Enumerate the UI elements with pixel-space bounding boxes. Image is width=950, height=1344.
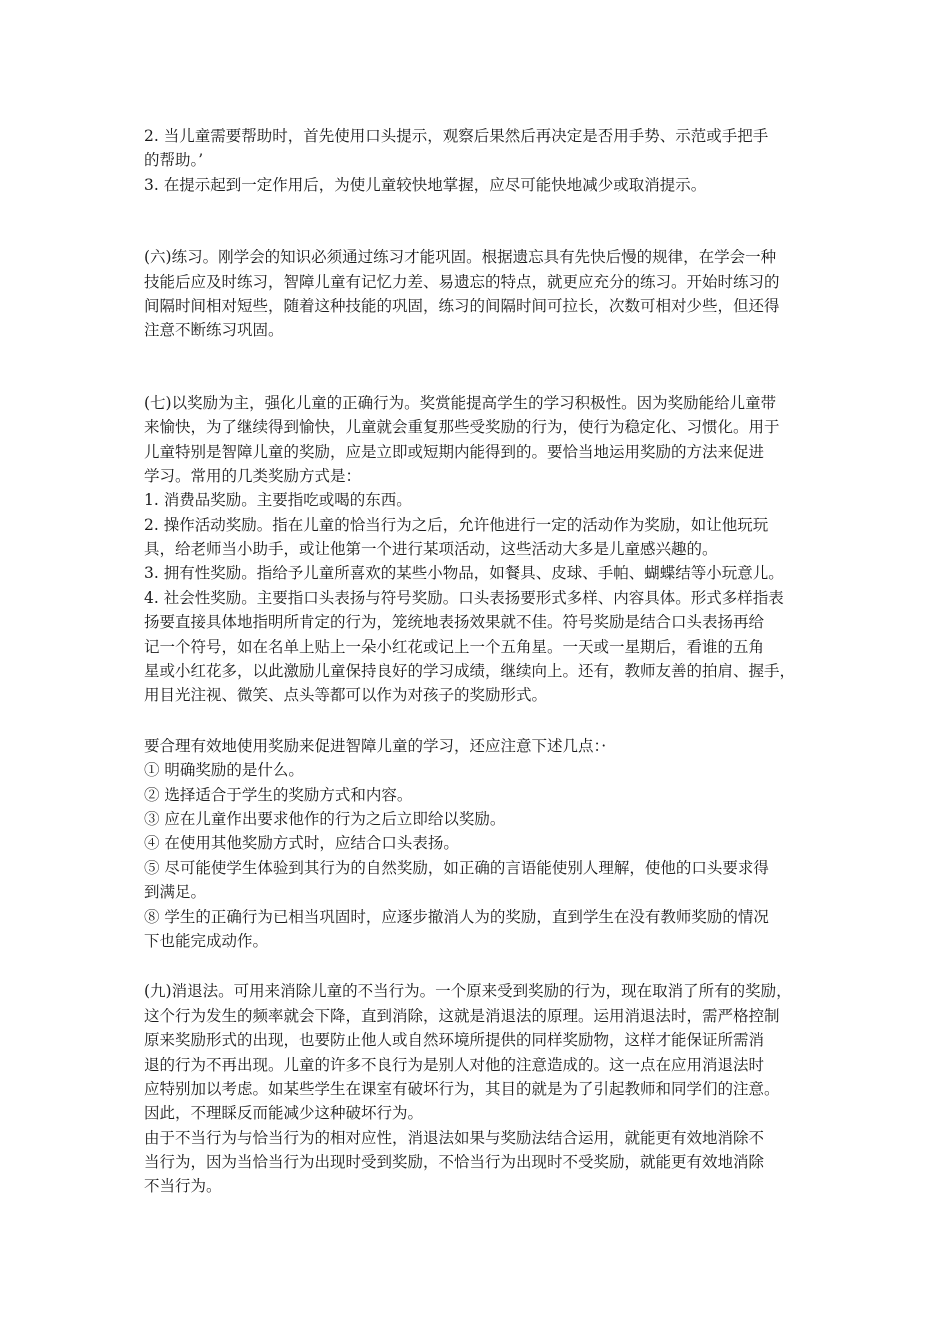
text-line: 应特别加以考虑。如某些学生在课室有破坏行为，其目的就是为了引起教师和同学们的注意。 xyxy=(144,1079,780,1098)
text-line: ③ 应在儿童作出要求他作的行为之后立即给以奖励。 xyxy=(144,809,506,828)
text-line: ④ 在使用其他奖励方式时，应结合口头表扬。 xyxy=(144,834,459,853)
text-line: 要合理有效地使用奖励来促进智障儿童的学习，还应注意下述几点：· xyxy=(144,736,607,755)
document-page xyxy=(144,124,814,1199)
text-line: 2. 当儿童需要帮助时，首先使用口头提示，观察后果然后再决定是否用手势、示范或手把手 xyxy=(144,127,769,145)
paragraph-hint-steps xyxy=(144,124,814,197)
text-line: (九)消退法。可用来消除儿童的不当行为。一个原来受到奖励的行为，现在取消了所有的奖励， xyxy=(144,982,792,1001)
paragraph-practice xyxy=(144,245,814,343)
text-line: 原来奖励形式的出现，也要防止他人或自然环境所提供的同样奖励物，这样才能保证所需消 xyxy=(144,1031,765,1050)
text-line: 2. 操作活动奖励。指在儿童的恰当行为之后，允许他进行一定的活动作为奖励，如让他玩玩 xyxy=(144,515,769,534)
text-line: 3. 拥有性奖励。指给予儿童所喜欢的某些小物品，如餐具、皮球、手帕、蝴蝶结等小玩意儿。 xyxy=(144,564,784,583)
text-line: 4. 社会性奖励。主要指口头表扬与符号奖励。口头表扬要形式多样、内容具体。形式多样指表 xyxy=(144,588,784,607)
text-line: (六)练习。刚学会的知识必须通过练习才能巩固。根据遗忘具有先快后慢的规律，在学会一种 xyxy=(144,248,777,267)
text-line: ⑧ 学生的正确行为已相当巩固时，应逐步撤消人为的奖励，直到学生在没有教师奖励的情况 xyxy=(144,907,769,926)
text-line: ① 明确奖励的是什么。 xyxy=(144,761,304,780)
text-line: 因此，不理睬反而能减少这种破坏行为。 xyxy=(144,1104,424,1123)
text-line: 记一个符号，如在名单上贴上一朵小红花或记上一个五角星。一天或一星期后，看谁的五角 xyxy=(144,637,765,656)
text-line: 由于不当行为与恰当行为的相对应性，消退法如果与奖励法结合运用，就能更有效地消除不 xyxy=(144,1128,765,1147)
text-line: 具，给老师当小助手，或让他第一个进行某项活动，这些活动大多是儿童感兴趣的。 xyxy=(144,540,718,559)
text-line: 1. 消费品奖励。主要指吃或喝的东西。 xyxy=(144,491,412,510)
text-line: 下也能完成动作。 xyxy=(144,931,269,950)
text-line: 儿童特别是智障儿童的奖励，应是立即或短期内能得到的。要恰当地运用奖励的方法来促进 xyxy=(144,442,765,461)
text-line: ② 选择适合于学生的奖励方式和内容。 xyxy=(144,785,413,804)
paragraph-spacer xyxy=(144,343,814,391)
text-line: 当行为，因为当恰当行为出现时受到奖励，不恰当行为出现时不受奖励，就能更有效地消除 xyxy=(144,1153,765,1172)
text-line: ⑤ 尽可能使学生体验到其行为的自然奖励，如正确的言语能使别人理解，使他的口头要求得 xyxy=(144,858,769,877)
text-line: 的帮助。’ xyxy=(144,151,204,170)
paragraph-extinction xyxy=(144,979,814,1199)
paragraph-spacer xyxy=(144,708,814,734)
text-line: 注意不断练习巩固。 xyxy=(144,321,284,340)
text-line: 学习。常用的几类奖励方式是： xyxy=(144,466,362,485)
text-line: (七)以奖励为主，强化儿童的正确行为。奖赏能提高学生的学习积极性。因为奖励能给儿童带 xyxy=(144,393,777,412)
paragraph-reward-notes xyxy=(144,734,814,954)
text-line: 间隔时间相对短些，随着这种技能的巩固，练习的间隔时间可拉长，次数可相对少些，但还得 xyxy=(144,296,780,315)
text-line: 用目光注视、微笑、点头等都可以作为对孩子的奖励形式。 xyxy=(144,686,548,705)
text-line: 来愉快，为了继续得到愉快，儿童就会重复那些受奖励的行为，使行为稳定化、习惯化。用于 xyxy=(144,418,780,437)
paragraph-reward xyxy=(144,391,814,708)
text-line: 星或小红花多，以此激励儿童保持良好的学习成绩，继续向上。还有，教师友善的拍肩、握手， xyxy=(144,662,796,681)
text-line: 退的行为不再出现。儿童的许多不良行为是别人对他的注意造成的。这一点在应用消退法时 xyxy=(144,1055,765,1074)
paragraph-spacer xyxy=(144,197,814,245)
text-line: 技能后应及时练习，智障儿童有记忆力差、易遗忘的特点，就更应充分的练习。开始时练习的 xyxy=(144,272,780,291)
text-line: 3. 在提示起到一定作用后，为使儿童较快地掌握，应尽可能快地减少或取消提示。 xyxy=(144,175,707,194)
text-line: 这个行为发生的频率就会下降，直到消除，这就是消退法的原理。运用消退法时，需严格控制 xyxy=(144,1006,780,1025)
text-line: 不当行为。 xyxy=(144,1177,222,1196)
paragraph-spacer xyxy=(144,953,814,979)
text-line: 到满足。 xyxy=(144,883,207,902)
text-line: 扬要直接具体地指明所肯定的行为，笼统地表扬效果就不佳。符号奖励是结合口头表扬再给 xyxy=(144,613,765,632)
